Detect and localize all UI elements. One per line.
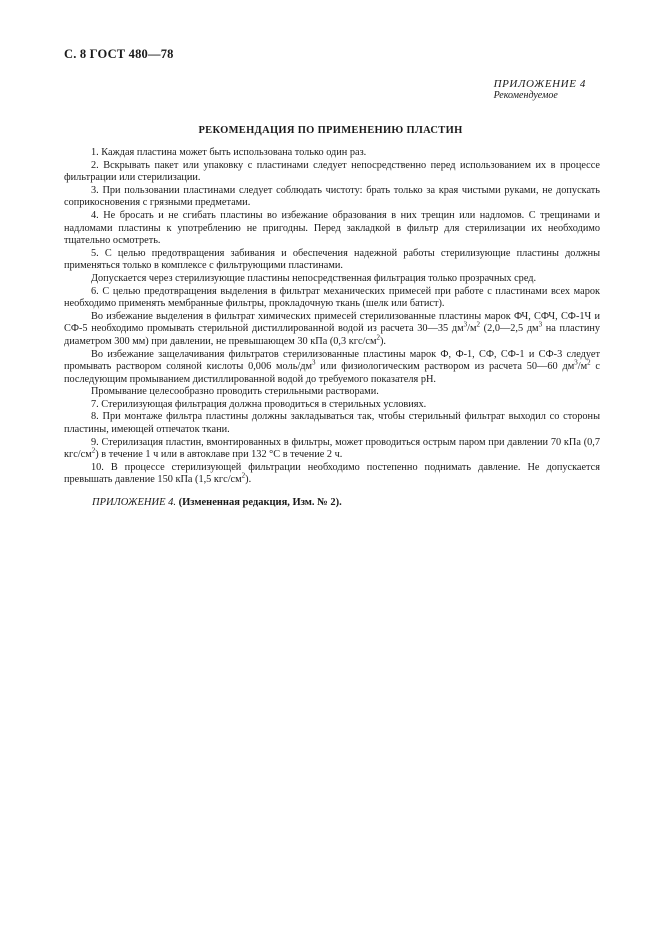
text-segment: на пластину диаметром 300 мм) при давлении, не превышающем 30 кПа (0,3 кгс/см [64, 323, 600, 347]
paragraph-1: 1. Каждая пластина может быть использована только один раз. [91, 147, 367, 158]
text-segment: ). [379, 335, 386, 347]
paragraph-5-note: Допускается через стерилизующие пластины непосредственная фильтрация только прозрачных сред. [91, 272, 537, 284]
superscript: 3 [463, 320, 468, 329]
paragraph-6-chemical-washing [64, 311, 600, 349]
paragraph-9 [64, 437, 600, 462]
paragraph-6-alkaline-washing [64, 349, 600, 387]
superscript: 2 [476, 320, 480, 329]
appendix-status-note: Рекомендуемое [493, 90, 558, 101]
text-segment: 9. Стерилизация пластин, вмонтированных в фильтры, может проводиться острым паром при давлении 70 кПа (0,7 кгс/см [64, 436, 600, 461]
text-segment: 10. В процессе стерилизующей фильтрации необходимо постепенно поднимать давление. Не допускается превышать давление 150 кПа (1,5 кгс/см [64, 461, 600, 486]
text-segment: Во избежание выделения в фильтрат химических примесей стерилизованные пластины марок ФЧ, СФЧ, СФ-1Ч и СФ-5 необходимо промывать стерильной дистиллированной водой из расчета 30—35 дм [64, 310, 600, 335]
text-segment: с последующим промыванием дистиллированной водой до требуемого показателя pH. [64, 361, 600, 385]
paragraph-5: 5. С целью предотвращения забивания и обеспечения надежной работы стерилизующие пластины должны применяться только в комплексе с фильтрующими пластинами. [64, 247, 600, 272]
paragraph-8: 8. При монтаже фильтра пластины должны закладываться так, чтобы стерильный фильтрат выходил со стороны пластины, имеющей отпечаток ткани. [64, 411, 600, 436]
appendix-label: ПРИЛОЖЕНИЕ 4 [493, 78, 586, 90]
paragraph-2: 2. Вскрывать пакет или упаковку с пластинами следует непосредственно перед использованием их в процессе фильтрации или стерилизации. [64, 159, 600, 184]
page-header: С. 8 ГОСТ 480—78 [64, 47, 174, 61]
superscript: 3 [312, 358, 316, 367]
paragraph-6-sterile-rinse: Промывание целесообразно проводить стерильными растворами. [91, 386, 379, 398]
appendix-block [494, 78, 586, 102]
text-segment: /м [577, 361, 588, 373]
superscript: 2 [241, 472, 246, 481]
paragraph-4: 4. Не бросать и не сгибать пластины во избежание образования в них трещин или надломов. С трещинами и надломами пластины к употреблению не пригодны. Перед закладкой в фильтр для стерилизации их необходимо тщательно осмотреть. [64, 209, 600, 247]
paragraph-7: 7. Стерилизующая фильтрация должна проводиться в стерильных условиях. [91, 398, 427, 410]
superscript: 2 [91, 446, 96, 455]
revision-note [92, 497, 342, 508]
paragraph-6: 6. С целью предотвращения выделения в фильтрат механических примесей при работе с пластинами всех марок необходимо применять мембранные фильтры, прокладочную ткань (шелк или батист). [64, 285, 600, 310]
text-segment: ) в течение 1 ч или в автоклаве при 132 °С в течение 2 ч. [95, 449, 343, 461]
text-segment: /м [467, 323, 477, 335]
text-segment: ). [245, 474, 252, 486]
superscript: 2 [376, 333, 380, 342]
paragraph-10 [64, 462, 600, 487]
paragraph-3: 3. При пользовании пластинами следует соблюдать чистоту: брать только за края чистыми руками, не допускать соприкосновения с грязными предметами. [64, 184, 600, 209]
superscript: 2 [587, 358, 591, 367]
text-segment: (2,0—2,5 дм [479, 323, 539, 335]
text-segment: или физиологическим раствором из расчета 50—60 дм [315, 361, 575, 373]
document-title: РЕКОМЕНДАЦИЯ ПО ПРИМЕНЕНИЮ ПЛАСТИН [198, 125, 463, 136]
document-body [64, 147, 600, 487]
superscript: 3 [538, 320, 543, 329]
superscript: 3 [574, 358, 578, 367]
revision-note-label: ПРИЛОЖЕНИЕ 4. [92, 497, 176, 508]
text-segment: Во избежание защелачивания фильтратов стерилизованные пластины марок Ф, Ф-1, СФ, СФ-1 и СФ-3 следует промывать раствором соляной кислоты 0,006 моль/дм [64, 348, 600, 373]
revision-note-change: (Измененная редакция, Изм. № 2). [178, 497, 342, 508]
